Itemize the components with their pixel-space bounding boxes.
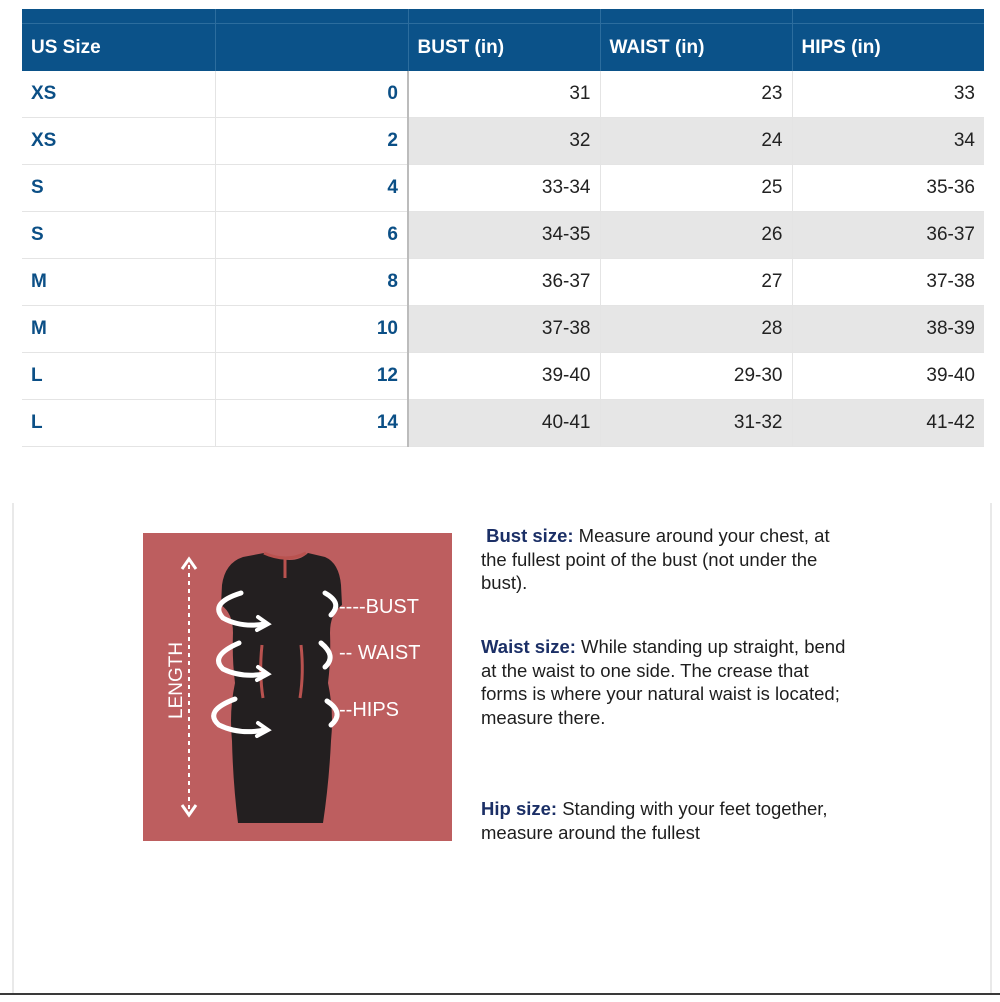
hips-value: 41-42 [792,400,984,447]
bust-value: 40-41 [408,400,600,447]
waist-instruction [481,635,851,729]
bust-value: 34-35 [408,212,600,259]
header-hips: HIPS (in) [792,24,984,72]
waist-value: 26 [600,212,792,259]
waist-value: 24 [600,118,792,165]
bust-value: 33-34 [408,165,600,212]
size-label: S [22,212,215,259]
size-number: 4 [215,165,408,212]
size-label: L [22,353,215,400]
bust-term: Bust size: [486,525,574,546]
waist-value: 28 [600,306,792,353]
header-strip [22,9,984,24]
waist-label: -- WAIST [339,642,421,664]
waist-description: While standing up straight, bend at the waist to one side. The crease that forms is where your natural waist is located; measure there. [481,636,846,728]
size-number: 0 [215,71,408,118]
hips-value: 39-40 [792,353,984,400]
bust-value: 37-38 [408,306,600,353]
hips-value: 38-39 [792,306,984,353]
size-label: S [22,165,215,212]
waist-value: 27 [600,259,792,306]
waist-value: 31-32 [600,400,792,447]
hips-label: --HIPS [339,699,399,721]
hips-value: 37-38 [792,259,984,306]
hips-value: 35-36 [792,165,984,212]
table-row [22,353,984,400]
header-waist: WAIST (in) [600,24,792,72]
header-us-size: US Size [22,24,215,72]
table-row [22,71,984,118]
hips-value: 36-37 [792,212,984,259]
bust-label: ----BUST [339,596,419,618]
bust-value: 39-40 [408,353,600,400]
size-number: 10 [215,306,408,353]
hips-value: 34 [792,118,984,165]
size-chart-table [22,9,984,447]
size-number: 14 [215,400,408,447]
bust-value: 32 [408,118,600,165]
header-size-number [215,24,408,72]
bust-value: 31 [408,71,600,118]
hip-description: Standing with your feet together, measure around the fullest [481,798,828,843]
size-number: 2 [215,118,408,165]
table-row [22,118,984,165]
size-number: 12 [215,353,408,400]
table-row [22,259,984,306]
size-label: XS [22,118,215,165]
hip-instruction [481,797,851,844]
size-label: L [22,400,215,447]
size-label: M [22,259,215,306]
size-number: 6 [215,212,408,259]
waist-value: 25 [600,165,792,212]
size-label: XS [22,71,215,118]
bottom-divider [0,993,1000,1002]
waist-term: Waist size: [481,636,576,657]
length-label: LENGTH [166,641,187,719]
table-row [22,212,984,259]
header-bust: BUST (in) [408,24,600,72]
hip-term: Hip size: [481,798,558,819]
table-row [22,165,984,212]
bust-instruction [481,524,851,595]
dress-measurement-illustration [143,533,452,841]
hips-value: 33 [792,71,984,118]
bust-value: 36-37 [408,259,600,306]
table-header-row [22,24,984,72]
bust-description: Measure around your chest, at the fullest point of the bust (not under the bust). [481,525,830,593]
size-number: 8 [215,259,408,306]
size-label: M [22,306,215,353]
table-row [22,306,984,353]
table-row [22,400,984,447]
waist-value: 29-30 [600,353,792,400]
waist-value: 23 [600,71,792,118]
